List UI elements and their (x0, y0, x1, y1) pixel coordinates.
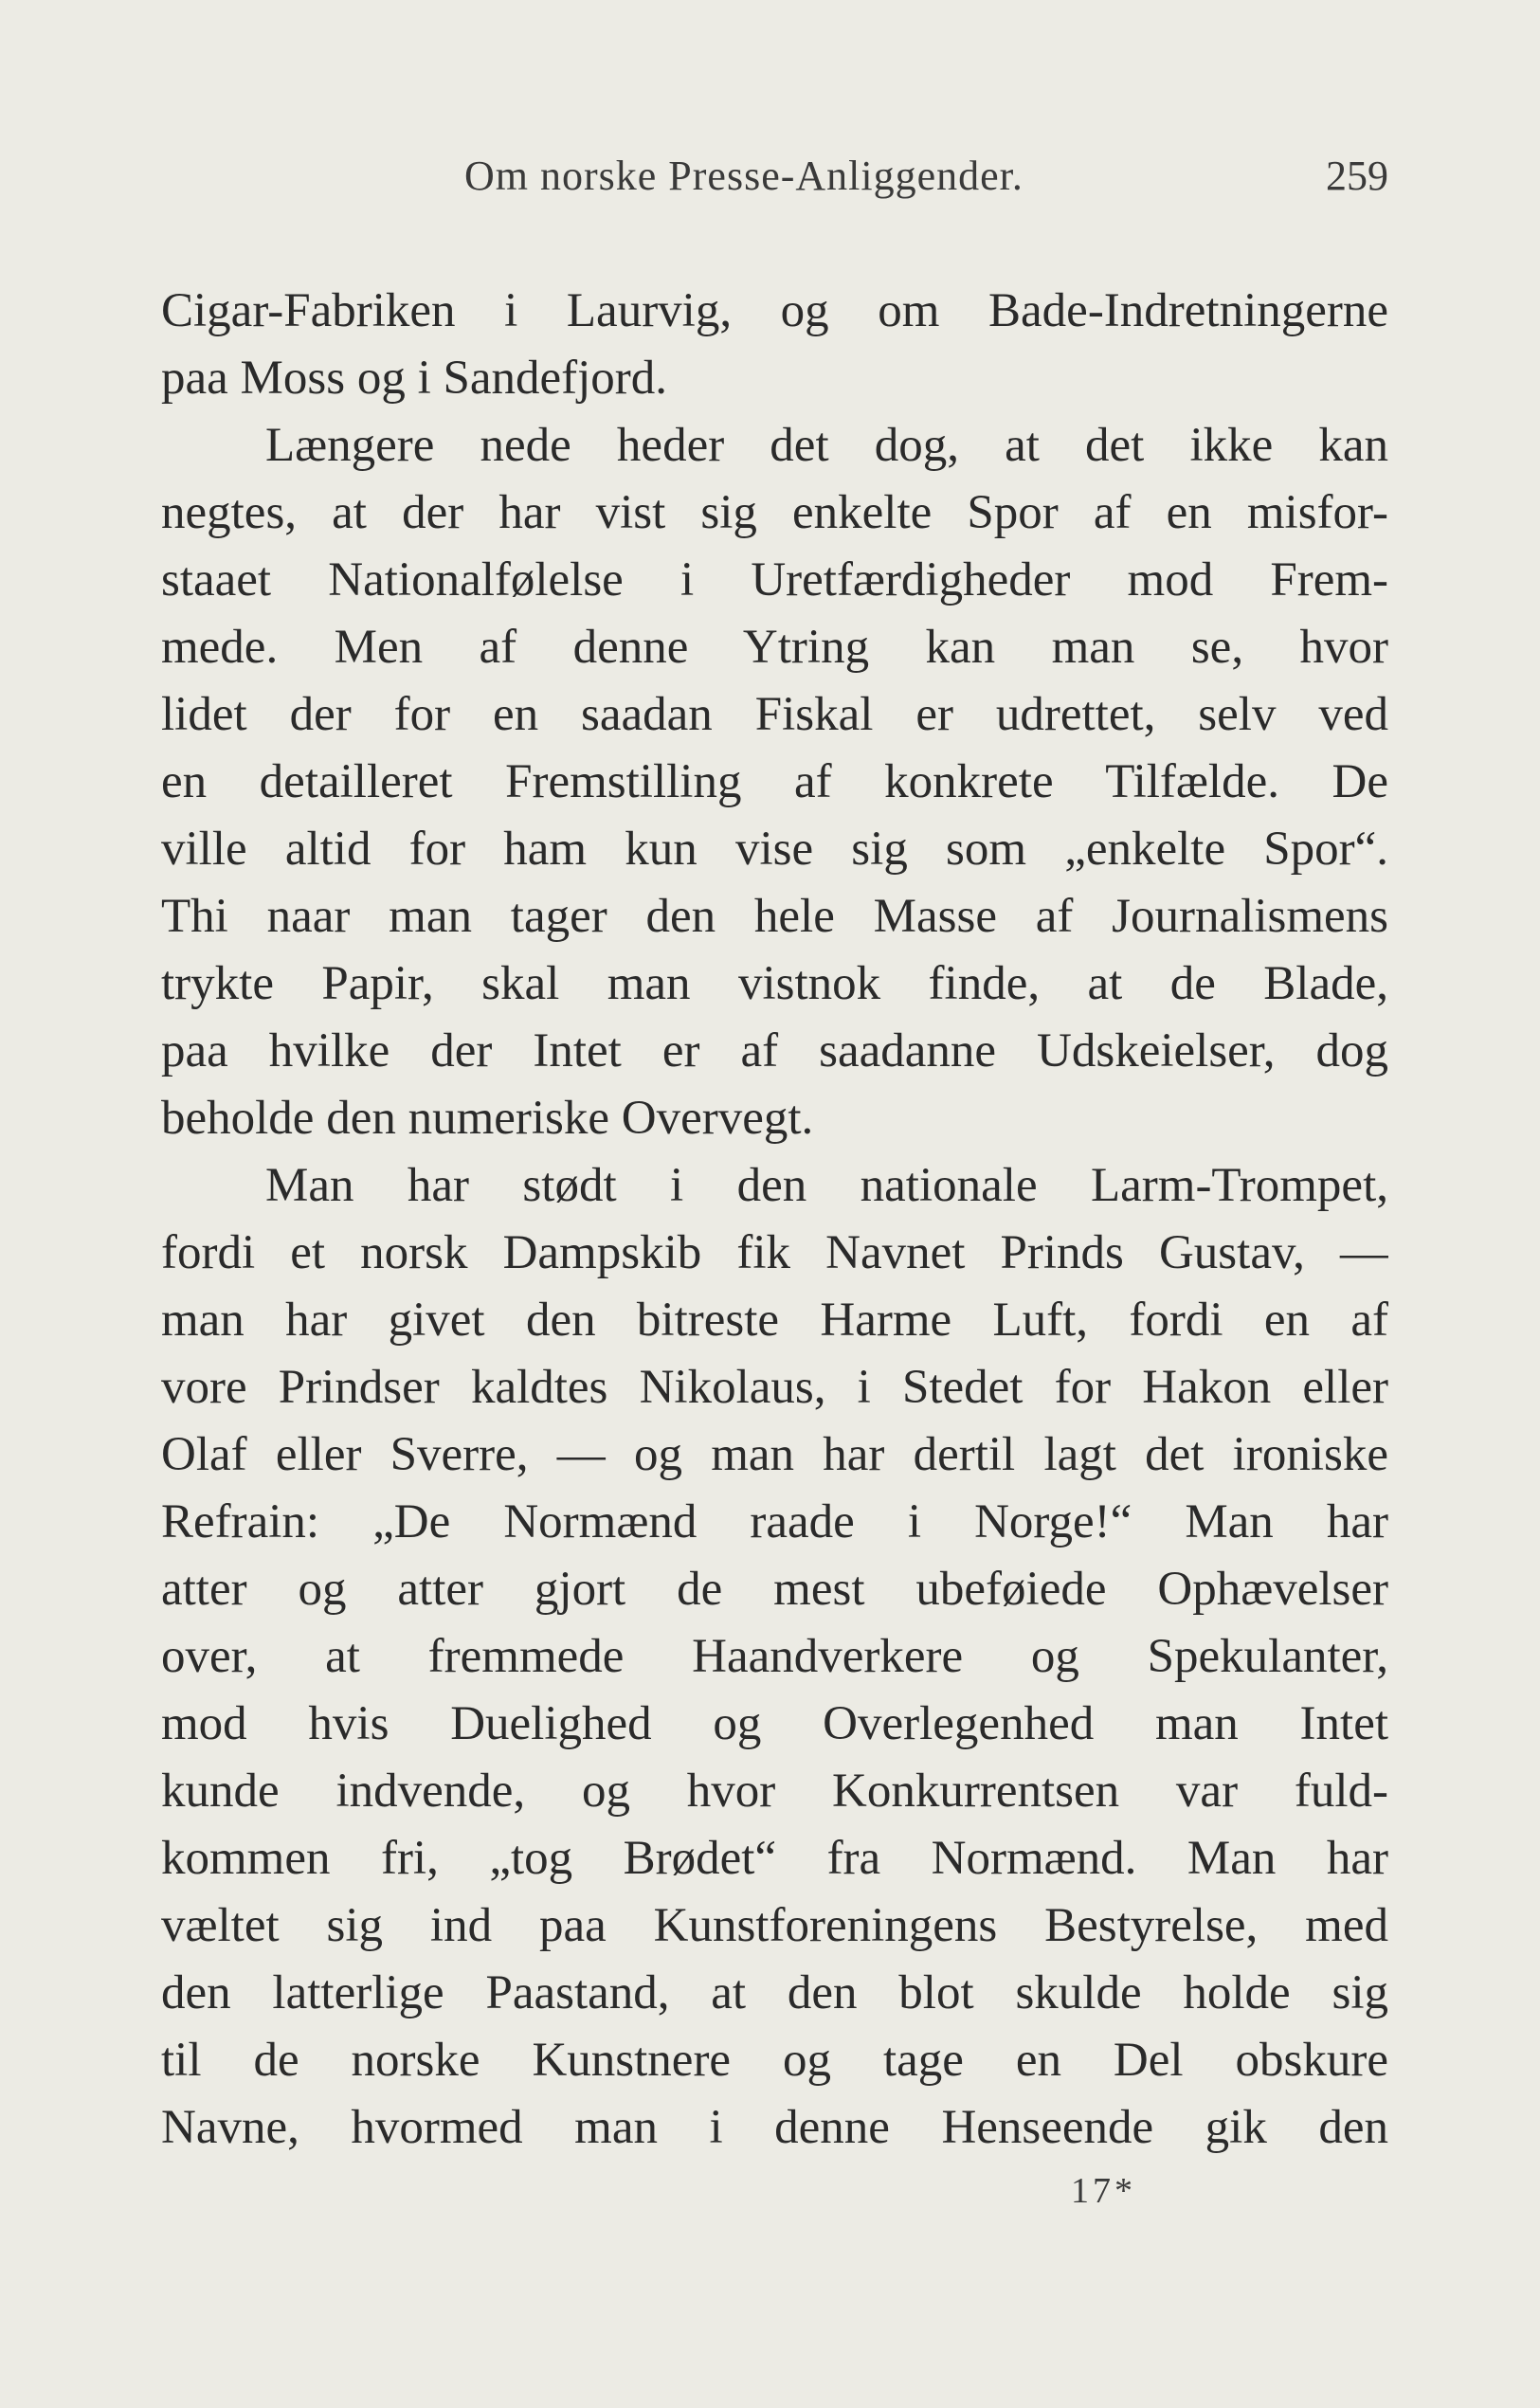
text-line: Olaf eller Sverre, — og man har dertil lagt det ironiske (161, 1428, 1388, 1481)
text-line: ville altid for ham kun vise sig som „enkelte Spor“. (161, 823, 1388, 876)
text-line: den latterlige Paastand, at den blot skulde holde sig (161, 1966, 1388, 2019)
text-line: mede. Men af denne Ytring kan man se, hvor (161, 621, 1388, 674)
text-line: en detailleret Fremstilling af konkrete Tilfælde. De (161, 755, 1388, 808)
text-line: kommen fri, „tog Brødet“ fra Normænd. Man har (161, 1832, 1388, 1885)
text-line: væltet sig ind paa Kunstforeningens Bestyrelse, med (161, 1899, 1388, 1952)
text-line: man har givet den bitreste Harme Luft, fordi en af (161, 1294, 1388, 1347)
text-line: fordi et norsk Dampskib fik Navnet Prinds Gustav, — (161, 1226, 1388, 1279)
page-number: 259 (1326, 153, 1388, 199)
text-line: beholde den numeriske Overvegt. (161, 1092, 814, 1145)
running-title: Om norske Presse-Anliggender. (464, 153, 1024, 199)
text-line: negtes, at der har vist sig enkelte Spor af en misfor- (161, 486, 1388, 539)
text-line: Man har stødt i den nationale Larm-Trompet, (265, 1159, 1388, 1212)
text-line: mod hvis Duelighed og Overlegenhed man Intet (161, 1697, 1388, 1750)
text-line: Navne, hvormed man i denne Henseende gik den (161, 2101, 1388, 2154)
signature-mark: 17* (1071, 2171, 1136, 2211)
text-line: staaet Nationalfølelse i Uretfærdigheder mod Frem- (161, 553, 1388, 607)
text-line: trykte Papir, skal man vistnok finde, at de Blade, (161, 957, 1388, 1010)
text-line: paa Moss og i Sandefjord. (161, 352, 668, 405)
text-line: Thi naar man tager den hele Masse af Journalismens (161, 890, 1388, 943)
text-line: Refrain: „De Normænd raade i Norge!“ Man har (161, 1495, 1388, 1548)
text-line: lidet der for en saadan Fiskal er udrettet, selv ved (161, 688, 1388, 741)
text-line: Længere nede heder det dog, at det ikke kan (265, 419, 1388, 472)
text-line: kunde indvende, og hvor Konkurrentsen var fuld- (161, 1765, 1388, 1818)
text-line: vore Prindser kaldtes Nikolaus, i Stedet for Hakon eller (161, 1361, 1388, 1414)
running-header (161, 152, 1388, 218)
text-line: over, at fremmede Haandverkere og Spekulanter, (161, 1630, 1388, 1683)
text-line: Cigar-Fabriken i Laurvig, og om Bade-Indretningerne (161, 284, 1388, 337)
text-line: til de norske Kunstnere og tage en Del obskure (161, 2034, 1388, 2087)
text-line: paa hvilke der Intet er af saadanne Udskeielser, dog (161, 1024, 1388, 1077)
text-line: atter og atter gjort de mest ubeføiede Ophævelser (161, 1563, 1388, 1616)
body-text (161, 278, 1388, 2162)
